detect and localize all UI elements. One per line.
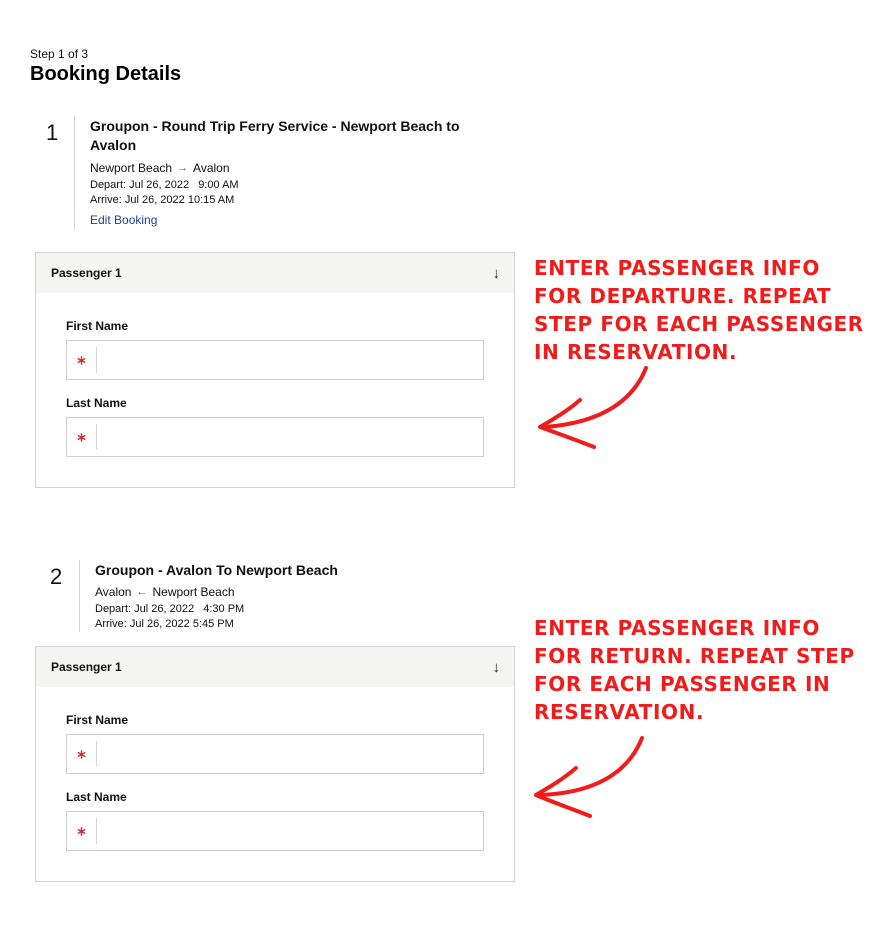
passenger-panel-title: Passenger 1 — [51, 660, 122, 674]
arrive-time: Arrive: Jul 26, 2022 10:15 AM — [90, 194, 235, 206]
trip-title: Groupon - Avalon To Newport Beach — [95, 562, 338, 578]
route-destination: Newport Beach — [152, 585, 235, 599]
first-name-input[interactable] — [97, 341, 483, 379]
page-title: Booking Details — [30, 63, 182, 85]
asterisk-icon — [67, 424, 97, 450]
step-indicator: Step 1 of 3 — [30, 47, 89, 61]
trip-route — [95, 585, 235, 599]
passenger-panel-title: Passenger 1 — [51, 266, 122, 280]
route-origin: Avalon — [95, 585, 132, 599]
arrive-time: Arrive: Jul 26, 2022 5:45 PM — [95, 618, 234, 630]
passenger-panel — [35, 252, 515, 488]
passenger-panel — [35, 646, 515, 882]
last-name-input[interactable] — [97, 418, 483, 456]
last-name-input[interactable] — [97, 812, 483, 850]
last-name-field — [66, 417, 484, 457]
trip-number: 1 — [46, 120, 59, 145]
instruction-annotation: ENTER PASSENGER INFO FOR RETURN. REPEAT STEP FOR EACH PASSENGER IN RESERVATION. — [534, 616, 855, 724]
edit-booking-link[interactable]: Edit Booking — [90, 213, 158, 227]
arrow-left-icon: ← — [136, 586, 148, 598]
first-name-field — [66, 734, 484, 774]
asterisk-icon — [67, 818, 97, 844]
arrow-down-icon[interactable]: ↓ — [492, 264, 500, 282]
arrow-down-icon[interactable]: ↓ — [492, 658, 500, 676]
arrow-right-icon: → — [177, 162, 189, 174]
asterisk-icon — [67, 741, 97, 767]
first-name-input[interactable] — [97, 735, 483, 773]
last-name-label: Last Name — [66, 790, 127, 804]
route-origin: Newport Beach — [90, 161, 173, 175]
first-name-field — [66, 340, 484, 380]
trip-title: Groupon - Round Trip Ferry Service - Newport Beach to Avalon — [90, 118, 460, 153]
passenger-panel-header[interactable] — [36, 253, 514, 293]
curved-arrow-icon — [530, 362, 660, 454]
last-name-label: Last Name — [66, 396, 127, 410]
instruction-annotation: ENTER PASSENGER INFO FOR DEPARTURE. REPEAT STEP FOR EACH PASSENGER IN RESERVATION. — [534, 256, 864, 364]
last-name-field — [66, 811, 484, 851]
trip-route — [90, 161, 230, 175]
passenger-panel-header[interactable] — [36, 647, 514, 687]
depart-time: Depart: Jul 26, 2022 4:30 PM — [95, 603, 245, 615]
depart-time: Depart: Jul 26, 2022 9:00 AM — [90, 179, 239, 191]
trip-divider — [79, 560, 80, 632]
route-destination: Avalon — [193, 161, 230, 175]
trip-divider — [74, 116, 75, 230]
first-name-label: First Name — [66, 713, 129, 727]
first-name-label: First Name — [66, 319, 129, 333]
asterisk-icon — [67, 347, 97, 373]
trip-number: 2 — [50, 564, 63, 589]
curved-arrow-icon — [526, 732, 656, 824]
